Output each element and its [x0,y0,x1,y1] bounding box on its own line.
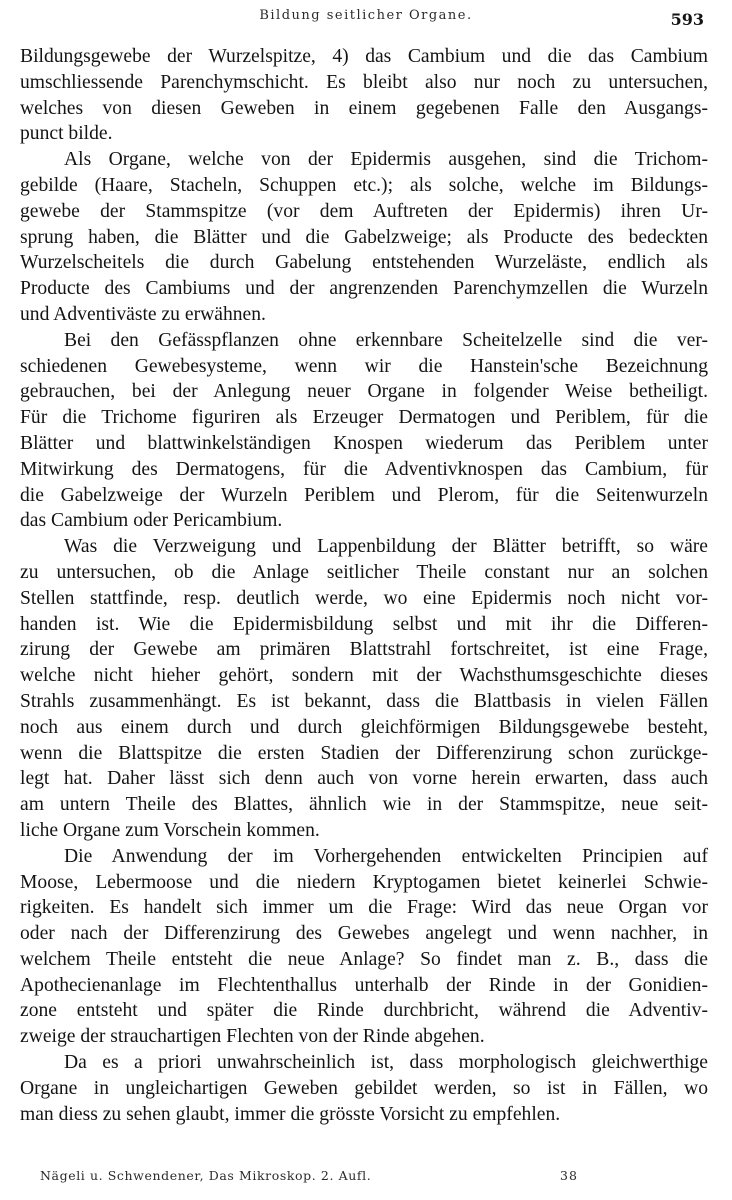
paragraph-caution [20,1050,708,1127]
text-line: und Adventiväste zu erwähnen. [20,303,266,325]
text-line: umschliessende Parenchymschicht. Es bleibt also nur noch zu untersuchen, [20,71,708,93]
text-line: schiedenen Gewebesysteme, wenn wir die Hanstein'sche Bezeichnung [20,355,708,377]
text-line: welche nicht hieher gehört, sondern mit der Wachsthumsgeschichte dieses [20,665,708,687]
text-line: Moose, Lebermoose und die niedern Kryptogamen bietet keinerlei Schwie- [20,871,708,893]
text-line: gebilde (Haare, Stacheln, Schuppen etc.); als solche, welche im Bildungs- [20,174,708,196]
text-line: rigkeiten. Es handelt sich immer um die Frage: Wird das neue Organ vor [20,897,708,919]
text-line: gebrauchen, bei der Anlegung neuer Organe in folgender Weise betheiligt. [20,381,708,403]
text-line: das Cambium oder Pericambium. [20,510,283,532]
text-line: Stellen stattfinde, resp. deutlich werde, wo eine Epidermis noch nicht vor- [20,587,708,609]
text-line: noch aus einem durch und durch gleichförmigen Bildungsgewebe besteht, [20,716,708,738]
page-footer [0,1166,732,1190]
text-line: sprung haben, die Blätter und die Gabelzweige; als Producte des bedeckten [20,226,708,248]
text-line: Strahls zusammenhängt. Es ist bekannt, dass die Blattbasis in vielen Fällen [20,690,708,712]
text-line: Bei den Gefässpflanzen ohne erkennbare Scheitelzelle sind die ver- [64,329,708,351]
text-line: zone entsteht und später die Rinde durchbricht, während die Adventiv- [20,1000,708,1022]
paragraph-cryptogams [20,844,708,1050]
text-line: Wurzelscheitels die durch Gabelung entstehenden Wurzeläste, endlich als [20,252,708,274]
running-title: Bildung seitlicher Organe. [259,8,473,23]
text-line: Als Organe, welche von der Epidermis ausgehen, sind die Trichom- [64,149,708,171]
text-line: am untern Theile des Blattes, ähnlich wie in der Stammspitze, neue seit- [20,794,708,816]
text-line: Producte des Cambiums und der angrenzenden Parenchymzellen die Wurzeln [20,278,708,300]
text-line: Was die Verzweigung und Lappenbildung der Blätter betrifft, so wäre [64,536,708,558]
text-line: Apothecienanlage im Flechtenthallus unterhalb der Rinde in der Gonidien- [20,974,708,996]
text-line: welchem Theile entsteht die neue Anlage? So findet man z. B., dass die [20,948,708,970]
text-line: zirung der Gewebe am primären Blattstrahl fortschreitet, ist eine Frage, [20,639,708,661]
paragraph-continuation [20,44,708,147]
text-line: Organe in ungleichartigen Geweben gebildet werden, so ist in Fällen, wo [20,1077,708,1099]
text-line: Blätter und blattwinkelständigen Knospen wiederum das Periblem unter [20,432,708,454]
text-line: welches von diesen Geweben in einem gegebenen Falle den Ausgangs- [20,97,708,119]
text-line: Die Anwendung der im Vorhergehenden entwickelten Principien auf [64,845,708,867]
text-line: Mitwirkung des Dermatogens, für die Adventivknospen das Cambium, für [20,458,708,480]
text-line: die Gabelzweige der Wurzeln Periblem und Plerom, für die Seitenwurzeln [20,484,708,506]
text-line: legt hat. Daher lässt sich denn auch von vorne herein erwarten, dass auch [20,768,708,790]
page-number: 593 [670,10,704,29]
text-line: Da es a priori unwahrscheinlich ist, dass morphologisch gleichwerthige [64,1052,708,1074]
text-line: zu untersuchen, ob die Anlage seitlicher Theile constant nur an solchen [20,561,708,583]
text-line: Bildungsgewebe der Wurzelspitze, 4) das Cambium und die das Cambium [20,46,708,67]
text-line: gewebe der Stammspitze (vor dem Auftreten der Epidermis) ihren Ur- [20,200,708,222]
text-line: wenn die Blattspitze die ersten Stadien der Differenzirung schon zurückge- [20,742,708,764]
text-line: liche Organe zum Vorschein kommen. [20,819,320,841]
text-line: zweige der strauchartigen Flechten von der Rinde abgehen. [20,1026,485,1048]
text-line: Für die Trichome figuriren als Erzeuger Dermatogen und Periblem, für die [20,407,708,429]
body-text [20,44,708,1127]
paragraph-leaf-branching [20,534,708,844]
text-line: oder nach der Differenzirung des Gewebes angelegt und wenn nachher, in [20,923,708,945]
paragraph-organs [20,147,708,328]
text-line: man diess zu sehen glaubt, immer die grösste Vorsicht zu empfehlen. [20,1103,561,1125]
footer-signature: Nägeli u. Schwendener, Das Mikroskop. 2. Aufl. [40,1168,372,1183]
running-header [0,6,732,30]
sheet-number: 38 [560,1168,578,1183]
text-line: punct bilde. [20,123,113,145]
text-line: handen ist. Wie die Epidermisbildung selbst und mit ihr die Differen- [20,613,708,635]
paragraph-vascular-plants [20,328,708,534]
